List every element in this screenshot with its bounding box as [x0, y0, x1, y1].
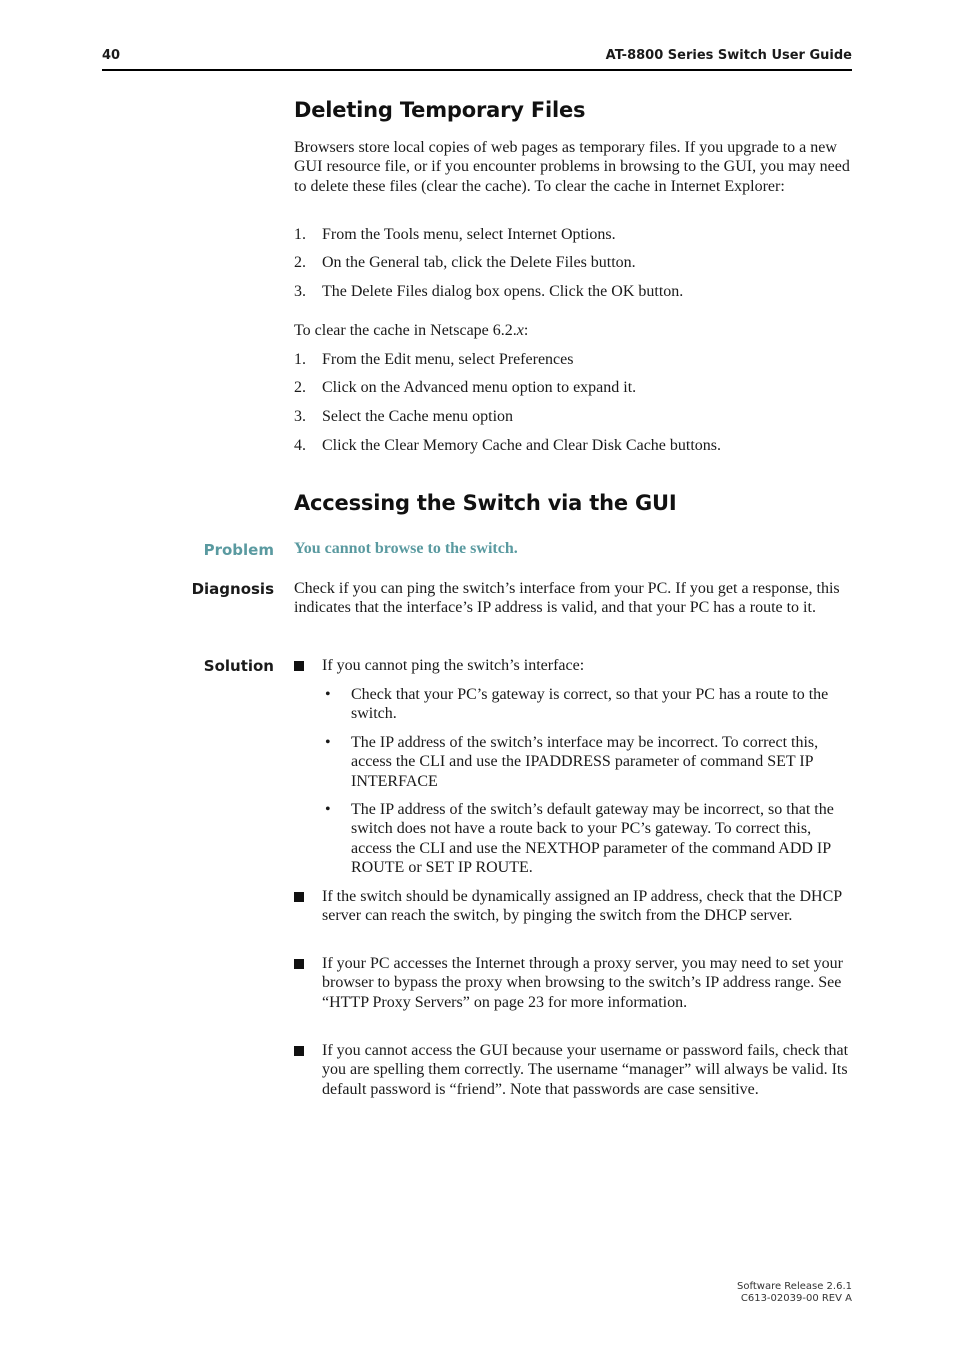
- page-header: [102, 47, 852, 71]
- netscape-version-var: x: [516, 322, 524, 339]
- square-bullet-icon: [294, 1046, 304, 1056]
- bullet-icon: •: [325, 686, 331, 703]
- step-text: Click the Clear Memory Cache and Clear Disk Cache buttons.: [322, 437, 722, 454]
- solution-text: If you cannot access the GUI because your username or password fails, check that you are spelling them correctly. The username “manager” will always be valid. Its default password is “friend”. Note that passwords are case sensitive.: [322, 1042, 849, 1098]
- step-text: Select the Cache menu option: [322, 408, 514, 425]
- sub-bullet-text: The IP address of the switch’s interface may be incorrect. To correct this, access the CLI and use the IPADDRESS parameter of command SET IP INTERFACE: [351, 734, 819, 790]
- square-bullet-icon: [294, 661, 304, 671]
- step-text: The Delete Files dialog box opens. Click the OK button.: [322, 283, 684, 300]
- problem-label: Problem: [203, 541, 274, 559]
- step-number: 4.: [294, 437, 306, 454]
- page-number: 40: [102, 48, 121, 63]
- bullet-icon: •: [325, 734, 331, 751]
- sub-bullet-text: The IP address of the switch’s default gateway may be incorrect, so that the switch does not have a route back to your PC’s gateway. To correct this, access the CLI and use the NEXTHOP parameter of the command ADD IP ROUTE or SET IP ROUTE.: [351, 801, 834, 876]
- problem-text: You cannot browse to the switch.: [294, 540, 518, 557]
- section-heading-deleting-temp-files: Deleting Temporary Files: [294, 98, 586, 122]
- square-bullet-icon: [294, 959, 304, 969]
- step-text: On the General tab, click the Delete Files button.: [322, 254, 636, 271]
- solution-label: Solution: [203, 657, 274, 675]
- solution-text: If your PC accesses the Internet through a proxy server, you may need to set your browser to bypass the proxy when browsing to the switch’s IP address range. See “HTTP Proxy Servers” on page 23 for more information.: [322, 955, 843, 1011]
- diagnosis-label: Diagnosis: [191, 580, 274, 598]
- sub-bullet-text: Check that your PC’s gateway is correct, so that your PC has a route to the switch.: [351, 686, 829, 723]
- solution-text: If you cannot ping the switch’s interface:: [322, 657, 585, 674]
- step-text: From the Tools menu, select Internet Options.: [322, 226, 616, 243]
- page-footer: [737, 1281, 852, 1305]
- step-number: 3.: [294, 408, 306, 425]
- step-number: 3.: [294, 283, 306, 300]
- step-number: 2.: [294, 254, 306, 271]
- step-text: From the Edit menu, select Preferences: [322, 351, 574, 368]
- software-release: Software Release 2.6.1: [737, 1281, 852, 1292]
- section-heading-accessing-switch: Accessing the Switch via the GUI: [294, 491, 677, 515]
- square-bullet-icon: [294, 892, 304, 902]
- netscape-intro-text: To clear the cache in Netscape 6.2.: [294, 322, 517, 339]
- bullet-icon: •: [325, 801, 331, 818]
- step-number: 1.: [294, 226, 306, 243]
- document-revision: C613-02039-00 REV A: [740, 1293, 852, 1304]
- step-number: 2.: [294, 379, 306, 396]
- step-number: 1.: [294, 351, 306, 368]
- netscape-intro: [294, 321, 854, 340]
- netscape-intro-end: :: [523, 322, 529, 339]
- solution-text: If the switch should be dynamically assigned an IP address, check that the DHCP server can reach the switch, by pinging the switch from the DHCP server.: [322, 888, 842, 925]
- document-title: AT-8800 Series Switch User Guide: [605, 48, 852, 63]
- diagnosis-text: Check if you can ping the switch’s interface from your PC. If you get a response, this indicates that the interface’s IP address is valid, and that your PC has a route to it.: [294, 580, 840, 617]
- intro-paragraph: Browsers store local copies of web pages as temporary files. If you upgrade to a new GUI resource file, or if you encounter problems in browsing to the GUI, you may need to delete these files (clear the cache). To clear the cache in Internet Explorer:: [294, 139, 850, 195]
- step-text: Click on the Advanced menu option to expand it.: [322, 379, 637, 396]
